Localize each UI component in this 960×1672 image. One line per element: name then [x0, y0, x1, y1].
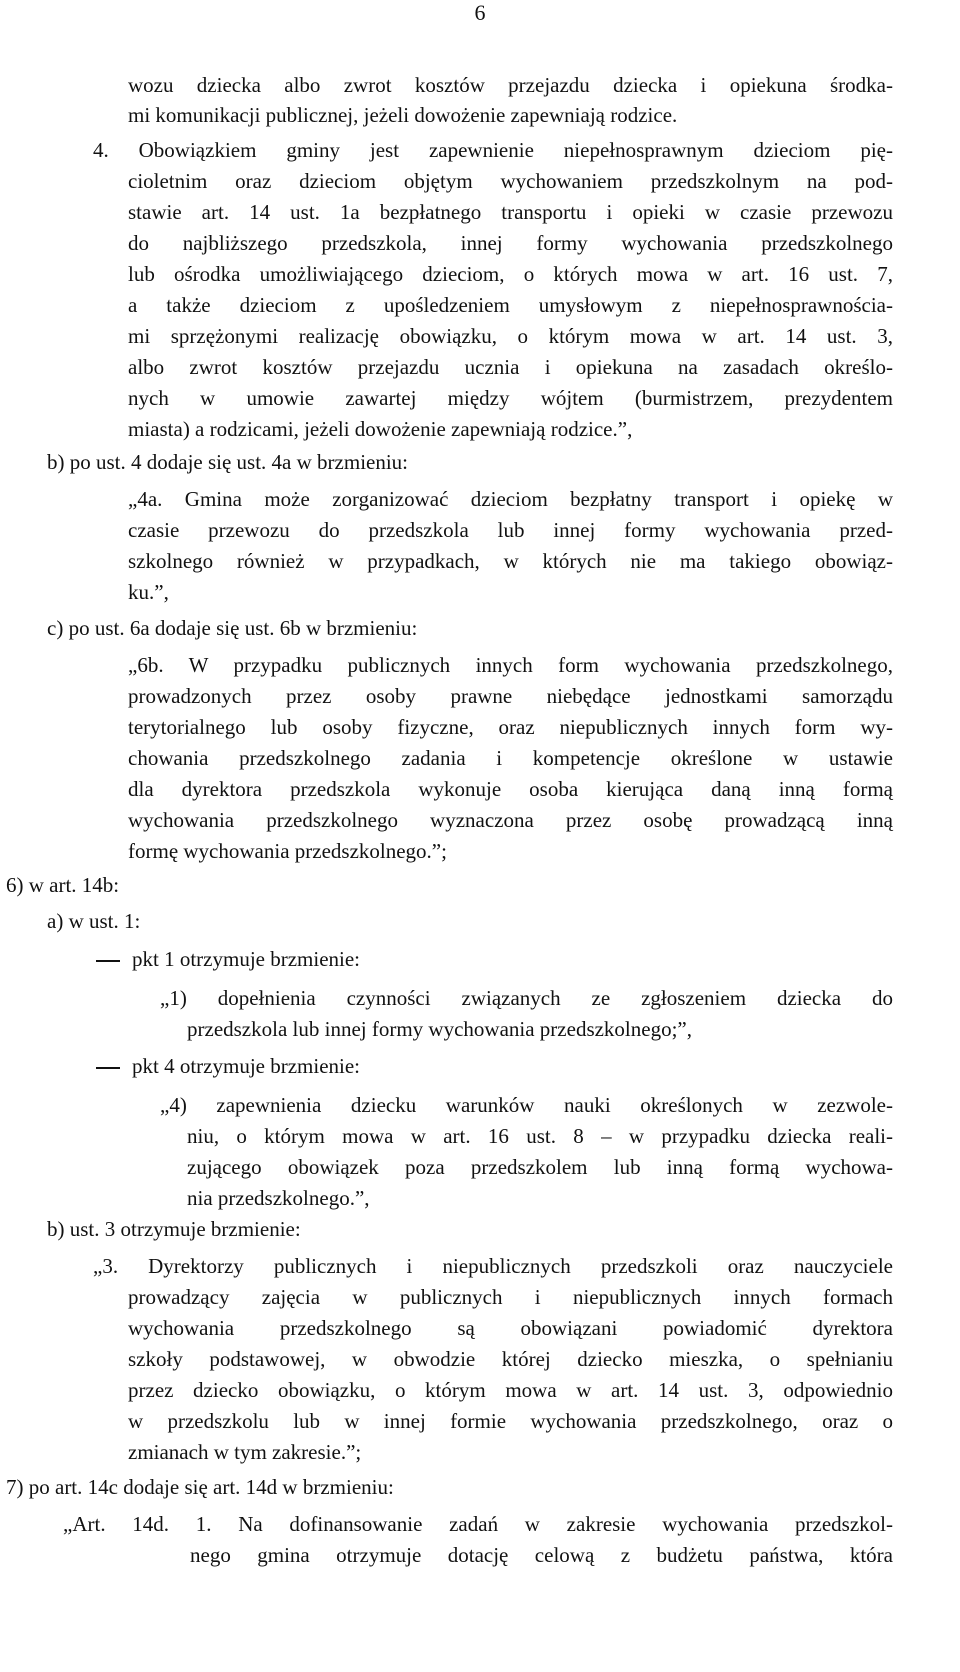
- page-number: 6: [474, 0, 486, 25]
- dash-bullet: [96, 1067, 120, 1069]
- text-line: cioletnim oraz dzieciom objętym wychowaniem przedszkolnym na pod-: [128, 169, 893, 193]
- text-line: ku.”,: [128, 580, 169, 604]
- list-item-6: 6) w art. 14b:: [6, 873, 120, 897]
- text-line: „Art. 14d. 1. Na dofinansowanie zadań w zakresie wychowania przedszkol-: [63, 1512, 893, 1536]
- list-item-b: b) po ust. 4 dodaje się ust. 4a w brzmieniu:: [47, 450, 409, 474]
- text-line: 4. Obowiązkiem gminy jest zapewnienie niepełnosprawnym dzieciom pię-: [93, 138, 893, 162]
- text-line: nia przedszkolnego.”,: [187, 1186, 370, 1210]
- list-item-c: c) po ust. 6a dodaje się ust. 6b w brzmieniu:: [47, 616, 418, 640]
- text-line: szkolnego również w przypadkach, w których nie ma takiego obowiąz-: [128, 549, 893, 573]
- dash-bullet: [96, 960, 120, 962]
- text-line: formę wychowania przedszkolnego.”;: [128, 839, 447, 863]
- text-line: „4a. Gmina może zorganizować dzieciom bezpłatny transport i opiekę w: [128, 487, 893, 511]
- text-line: dla dyrektora przedszkola wykonuje osoba kierująca daną inną formą: [128, 777, 893, 801]
- text-line: „1) dopełnienia czynności związanych ze zgłoszeniem dziecka do: [160, 986, 893, 1010]
- text-line: mi komunikacji publicznej, jeżeli dowożenie zapewniają rodzice.: [128, 103, 678, 127]
- text-line: prowadzący zajęcia w publicznych i niepublicznych innych formach: [128, 1285, 893, 1309]
- text-line: zującego obowiązek poza przedszkolem lub inną formą wychowa-: [187, 1155, 893, 1179]
- text-line: czasie przewozu do przedszkola lub innej formy wychowania przed-: [128, 518, 893, 542]
- text-line: miasta) a rodzicami, jeżeli dowożenie zapewniają rodzice.”,: [128, 417, 633, 441]
- text-line: nych w umowie zawartej między wójtem (burmistrzem, prezydentem: [128, 386, 893, 410]
- text-line: pkt 4 otrzymuje brzmienie:: [132, 1054, 361, 1078]
- text-line: przez dziecko obowiązku, o którym mowa w art. 14 ust. 3, odpowiednio: [128, 1378, 893, 1402]
- text-line: nego gmina otrzymuje dotację celową z budżetu państwa, która: [190, 1543, 893, 1567]
- list-item-7: 7) po art. 14c dodaje się art. 14d w brzmieniu:: [6, 1475, 394, 1499]
- text-line: wozu dziecka albo zwrot kosztów przejazdu dziecka i opiekuna środka-: [128, 73, 893, 97]
- text-line: wychowania przedszkolnego wyznaczona przez osobę prowadzącą inną: [128, 808, 893, 832]
- text-line: „4) zapewnienia dziecku warunków nauki określonych w zezwole-: [160, 1093, 893, 1117]
- list-item-b: b) ust. 3 otrzymuje brzmienie:: [47, 1217, 301, 1241]
- list-item-a: a) w ust. 1:: [47, 909, 141, 933]
- text-line: terytorialnego lub osoby fizyczne, oraz niepublicznych innych form wy-: [128, 715, 893, 739]
- text-line: niu, o którym mowa w art. 16 ust. 8 – w przypadku dziecka reali-: [187, 1124, 893, 1148]
- text-line: prowadzonych przez osoby prawne niebędące jednostkami samorządu: [128, 684, 893, 708]
- text-line: albo zwrot kosztów przejazdu ucznia i opiekuna na zasadach określo-: [128, 355, 893, 379]
- text-line: lub ośrodka umożliwiającego dzieciom, o których mowa w art. 16 ust. 7,: [128, 262, 893, 286]
- text-line: pkt 1 otrzymuje brzmienie:: [132, 947, 361, 971]
- text-line: „3. Dyrektorzy publicznych i niepublicznych przedszkoli oraz nauczyciele: [93, 1254, 893, 1278]
- text-line: w przedszkolu lub w innej formie wychowania przedszkolnego, oraz o: [128, 1409, 893, 1433]
- text-line: zmianach w tym zakresie.”;: [128, 1440, 362, 1464]
- text-line: mi sprzężonymi realizację obowiązku, o którym mowa w art. 14 ust. 3,: [128, 324, 893, 348]
- text-line: a także dzieciom z upośledzeniem umysłowym z niepełnosprawnościa-: [128, 293, 893, 317]
- text-line: wychowania przedszkolnego są obowiązani powiadomić dyrektora: [128, 1316, 893, 1340]
- text-line: stawie art. 14 ust. 1a bezpłatnego transportu i opieki w czasie przewozu: [128, 200, 893, 224]
- text-line: chowania przedszkolnego zadania i kompetencje określone w ustawie: [128, 746, 893, 770]
- text-line: przedszkola lub innej formy wychowania przedszkolnego;”,: [187, 1017, 692, 1041]
- text-line: do najbliższego przedszkola, innej formy wychowania przedszkolnego: [128, 231, 893, 255]
- text-line: „6b. W przypadku publicznych innych form wychowania przedszkolnego,: [128, 653, 893, 677]
- text-line: szkoły podstawowej, w obwodzie której dziecko mieszka, o spełnianiu: [128, 1347, 893, 1371]
